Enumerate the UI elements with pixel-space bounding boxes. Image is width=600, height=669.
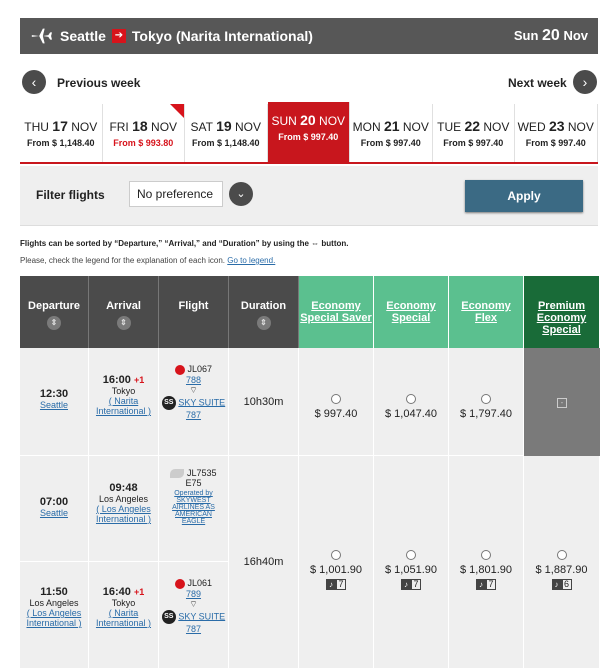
flight1-duration: 10h30m bbox=[229, 348, 299, 456]
chevron-down-icon[interactable]: ⌄ bbox=[229, 182, 253, 206]
day-mon-21[interactable]: MON 21 NOV From $ 997.40 bbox=[350, 104, 433, 162]
flight2-fare-special[interactable]: $ 1,051.90 ♪ 7 bbox=[374, 456, 449, 669]
flight1-arrival: 16:00 +1 Tokyo ( Narita International ) bbox=[89, 348, 159, 456]
arrival-airport-link[interactable]: ( Narita International ) bbox=[95, 396, 152, 416]
operated-by-link[interactable]: Operated by SKYWEST AIRLINES AS AMERICAN EAGLE bbox=[172, 490, 215, 526]
arrival-airport-link[interactable]: ( Los Angeles International ) bbox=[95, 504, 152, 524]
fare-economy-flex[interactable]: Economy Flex bbox=[449, 276, 524, 348]
sort-icon[interactable]: ⇕ bbox=[47, 316, 61, 330]
arrival-header[interactable]: Arrival ⇕ bbox=[89, 276, 159, 348]
sort-note: Flights can be sorted by “Departure,” “Arrival,” and “Duration” by using the ⇔ button. bbox=[20, 239, 349, 248]
apply-button[interactable]: Apply bbox=[465, 180, 583, 212]
seats-left-icon: ♪ 7 bbox=[326, 579, 346, 590]
next-week-label[interactable]: Next week bbox=[508, 76, 567, 90]
flight1-fare-saver[interactable]: $ 997.40 bbox=[299, 348, 374, 456]
flight-header: Flight bbox=[159, 276, 229, 348]
aircraft-link[interactable]: 788 bbox=[185, 374, 202, 385]
flight1-fare-premium-unavailable bbox=[524, 348, 600, 456]
departure-header[interactable]: Departure ⇕ bbox=[20, 276, 89, 348]
previous-week-button[interactable]: ‹ bbox=[22, 70, 46, 94]
flight2-seg2-departure: 11:50 Los Angeles ( Los Angeles International ) bbox=[20, 562, 89, 669]
fare-radio[interactable] bbox=[406, 550, 416, 560]
flight1-fare-flex[interactable]: $ 1,797.40 bbox=[449, 348, 524, 456]
sort-icon[interactable]: ⇕ bbox=[117, 316, 131, 330]
filter-select[interactable]: No preference bbox=[129, 181, 223, 207]
aircraft-link[interactable]: 789 bbox=[185, 588, 202, 599]
arrow-icon: ➔ bbox=[112, 29, 126, 43]
wifi-icon: ⌔ bbox=[189, 598, 198, 609]
departure-airport-link[interactable]: ( Los Angeles International ) bbox=[26, 608, 82, 628]
day-sat-19[interactable]: SAT 19 NOV From $ 1,148.40 bbox=[185, 104, 268, 162]
filter-label: Filter flights bbox=[36, 188, 105, 202]
fare-radio[interactable] bbox=[331, 550, 341, 560]
flight2-seg2-info: JL061 789 ⌔ SS SKY SUITE 787 bbox=[159, 562, 229, 669]
next-week-button[interactable]: › bbox=[573, 70, 597, 94]
sky-suite-icon: SS bbox=[162, 396, 176, 410]
fare-radio[interactable] bbox=[481, 550, 491, 560]
flight1-fare-special[interactable]: $ 1,047.40 bbox=[374, 348, 449, 456]
route-header bbox=[20, 18, 598, 54]
fare-premium-economy-special[interactable]: Premium Economy Special bbox=[524, 276, 600, 348]
flight2-fare-saver[interactable]: $ 1,001.90 ♪ 7 bbox=[299, 456, 374, 669]
filter-bar bbox=[20, 166, 598, 226]
flight2-duration: 16h40m bbox=[229, 456, 299, 669]
day-tue-22[interactable]: TUE 22 NOV From $ 997.40 bbox=[433, 104, 516, 162]
flight2-seg2-arrival: 16:40 +1 Tokyo ( Narita International ) bbox=[89, 562, 159, 669]
unavailable-icon: - bbox=[557, 398, 567, 408]
previous-week-label[interactable]: Previous week bbox=[57, 76, 141, 90]
sky-suite-link[interactable]: SKY SUITE 787 bbox=[178, 611, 226, 634]
sky-suite-link[interactable]: SKY SUITE 787 bbox=[178, 397, 226, 420]
skywest-logo-icon bbox=[170, 469, 184, 478]
destination-city: Tokyo (Narita International) bbox=[131, 28, 313, 44]
flight1-departure: 12:30 Seattle bbox=[20, 348, 89, 456]
seats-left-icon: ♪ 7 bbox=[401, 579, 421, 590]
fare-radio[interactable] bbox=[406, 394, 416, 404]
fare-radio[interactable] bbox=[481, 394, 491, 404]
duration-header[interactable]: Duration ⇕ bbox=[229, 276, 299, 348]
departure-city-link[interactable]: Seattle bbox=[39, 508, 69, 518]
lowest-fare-flag-icon bbox=[170, 104, 184, 118]
flight2-fare-premium[interactable]: $ 1,887.90 ♪ 6 bbox=[524, 456, 600, 669]
fare-economy-special[interactable]: Economy Special bbox=[374, 276, 449, 348]
flight2-seg1-arrival: 09:48 Los Angeles ( Los Angeles International ) bbox=[89, 456, 159, 562]
travel-date: Sun 20 Nov bbox=[513, 27, 588, 44]
origin-city: Seattle bbox=[60, 28, 106, 44]
arrival-airport-link[interactable]: ( Narita International ) bbox=[95, 608, 152, 628]
fare-economy-special-saver[interactable]: Economy Special Saver bbox=[299, 276, 374, 348]
day-fri-18[interactable]: FRI 18 NOV From $ 993.80 bbox=[103, 104, 186, 162]
day-sun-20-selected[interactable]: SUN 20 NOV From $ 997.40 bbox=[268, 102, 351, 162]
fare-radio[interactable] bbox=[331, 394, 341, 404]
flight2-seg1-info: JL7535 E75 Operated by SKYWEST AIRLINES AS AMERICAN EAGLE bbox=[159, 456, 229, 562]
day-wed-23[interactable]: WED 23 NOV From $ 997.40 bbox=[515, 104, 598, 162]
flight2-fare-flex[interactable]: $ 1,801.90 ♪ 7 bbox=[449, 456, 524, 669]
jal-logo-icon bbox=[175, 579, 185, 589]
airplane-icon bbox=[30, 25, 52, 47]
jal-logo-icon bbox=[175, 365, 185, 375]
sky-suite-icon: SS bbox=[162, 610, 176, 624]
wifi-icon: ⌔ bbox=[189, 384, 198, 395]
fare-radio[interactable] bbox=[557, 550, 567, 560]
seats-left-icon: ♪ 6 bbox=[552, 579, 572, 590]
legend-link[interactable]: Go to legend. bbox=[227, 256, 276, 265]
day-thu-17[interactable]: THU 17 NOV From $ 1,148.40 bbox=[20, 104, 103, 162]
flight1-info: JL067 788 ⌔ SS SKY SUITE 787 bbox=[159, 348, 229, 456]
legend-note: Please, check the legend for the explanation of each icon. Go to legend. bbox=[20, 256, 276, 265]
sort-icon[interactable]: ⇕ bbox=[257, 316, 271, 330]
date-selector bbox=[20, 104, 598, 164]
flight2-seg1-departure: 07:00 Seattle bbox=[20, 456, 89, 562]
seats-left-icon: ♪ 7 bbox=[476, 579, 496, 590]
flight-table bbox=[20, 276, 600, 669]
departure-city-link[interactable]: Seattle bbox=[39, 400, 69, 410]
